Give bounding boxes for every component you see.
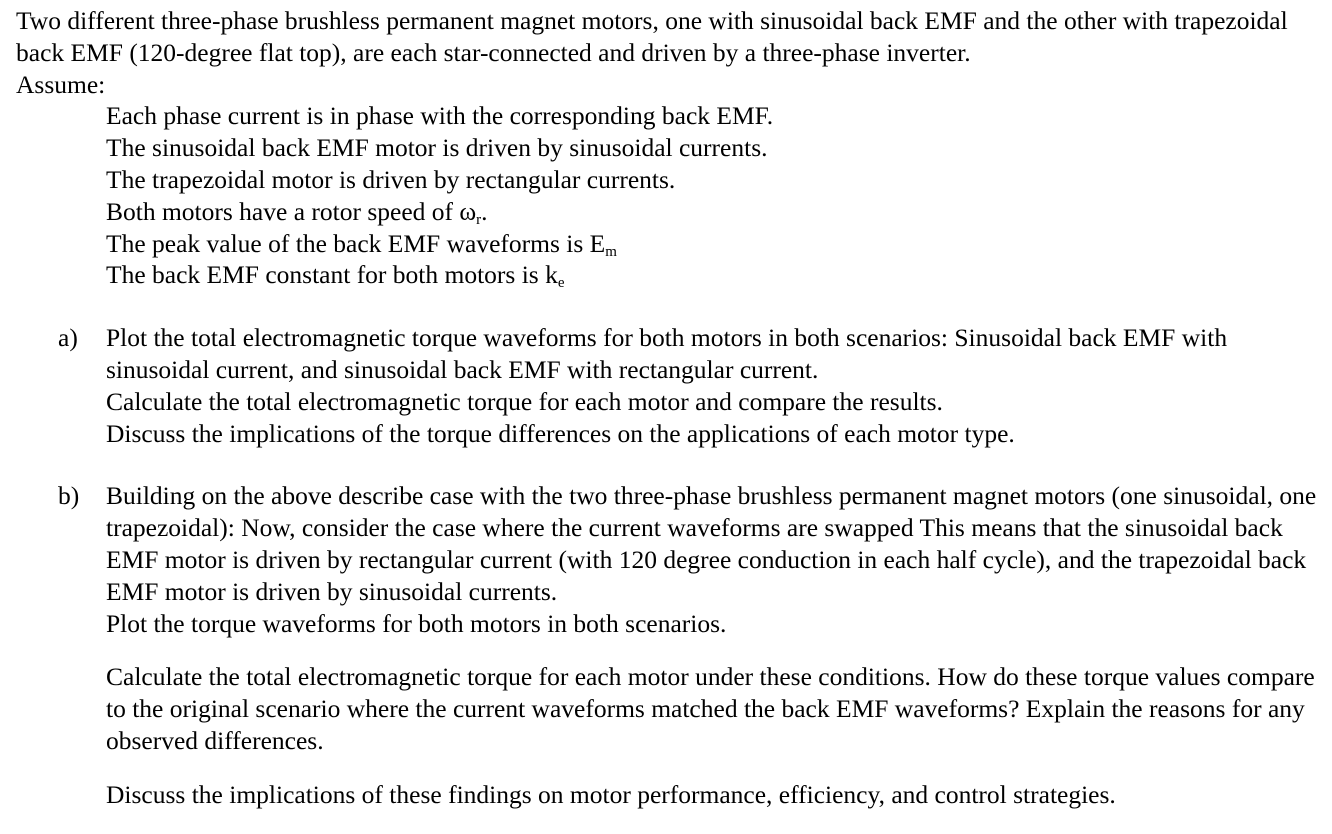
assumption-item — [106, 228, 1326, 260]
subscript: e — [557, 275, 565, 292]
question-b — [16, 480, 1326, 810]
question-paragraph: Discuss the implications of the torque differences on the applications of each motor type. — [106, 418, 1015, 448]
question-label: b) — [58, 481, 80, 511]
assume-label: Assume: — [16, 69, 106, 99]
assumption-item: The sinusoidal back EMF motor is driven by sinusoidal currents. — [106, 133, 768, 163]
assumption-text: . — [481, 196, 488, 226]
assumption-item: Each phase current is in phase with the corresponding back EMF. — [106, 101, 774, 131]
subscript: r — [476, 211, 482, 228]
subscript: m — [605, 243, 617, 260]
assumption-item: The trapezoidal motor is driven by rectangular currents. — [106, 164, 676, 194]
question-paragraph: Building on the above describe case with the two three-phase brushless permanent magnet motors (one sinusoidal, one trapezoidal): Now, consider the case where the current waveforms are swapped This means that the sinusoidal back EMF motor is driven by rectangular current (with 120 degree conduction in each half cycle), and the trapezoidal back EMF motor is driven by sinusoidal currents. — [106, 481, 1317, 606]
question-label: a) — [58, 323, 78, 353]
problem-document — [16, 5, 1326, 811]
question-paragraph: Plot the total electromagnetic torque waveforms for both motors in both scenarios: Sinusoidal back EMF with sinusoidal current, and sinusoidal back EMF with rectangular current. — [106, 323, 1228, 384]
assumption-item — [106, 196, 1326, 228]
questions-section — [16, 322, 1326, 810]
question-paragraph: Discuss the implications of these findings on motor performance, efficiency, and control strategies. — [106, 779, 1116, 809]
question-paragraph: Calculate the total electromagnetic torque for each motor and compare the results. — [106, 386, 943, 416]
intro-paragraph: Two different three-phase brushless permanent magnet motors, one with sinusoidal back EMF and the other with trapezoidal back EMF (120-degree flat top), are each star-connected and driven by a three-phase inverter. — [16, 6, 1288, 67]
question-paragraph: Calculate the total electromagnetic torque for each motor under these conditions. How do these torque values compare to the original scenario where the current waveforms matched the back EMF waveforms? Explain the reasons for any observed differences. — [106, 662, 1315, 755]
question-a — [16, 322, 1326, 449]
assumption-item — [106, 259, 1326, 291]
question-paragraph: Plot the torque waveforms for both motors in both scenarios. — [106, 608, 727, 638]
assumption-text: Both motors have a rotor speed of ω — [106, 196, 477, 226]
assumptions-list — [106, 100, 1326, 291]
assumption-text: The back EMF constant for both motors is k — [106, 260, 558, 290]
assumption-text: The peak value of the back EMF waveforms is E — [106, 228, 606, 258]
problem-intro — [16, 5, 1326, 100]
